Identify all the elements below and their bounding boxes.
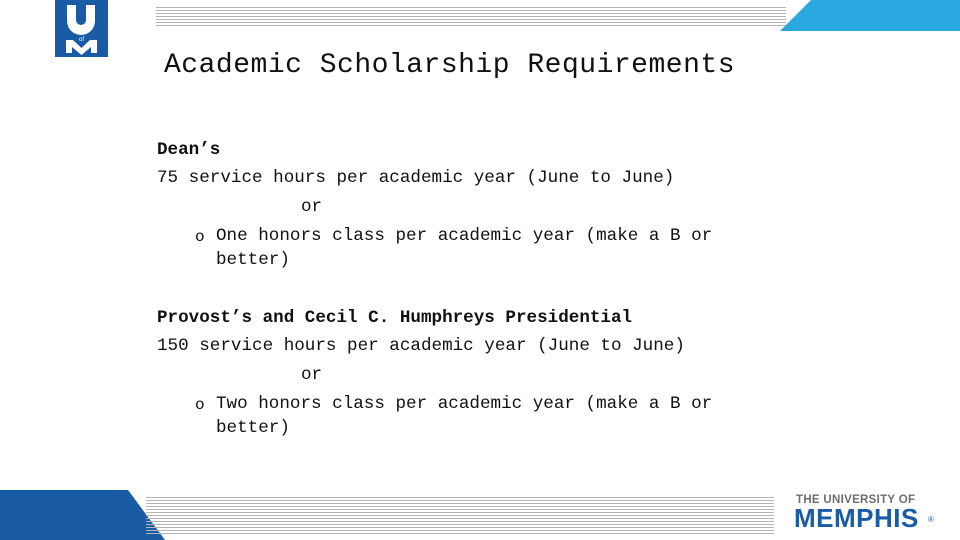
wordmark-memphis: MEMPHIS bbox=[794, 503, 919, 533]
alternative-line-continued: better) bbox=[216, 250, 290, 270]
bullet-marker: o bbox=[195, 396, 205, 414]
section-heading-provosts: Provost’s and Cecil C. Humphreys Presidential bbox=[157, 308, 633, 328]
alternative-line: Two honors class per academic year (make a B or bbox=[216, 394, 713, 414]
top-accent-shape bbox=[780, 0, 960, 31]
bottom-decorative-lines bbox=[146, 497, 774, 536]
bottom-accent-shape bbox=[0, 490, 165, 540]
alternative-line-continued: better) bbox=[216, 418, 290, 438]
alternative-line: One honors class per academic year (make a B or bbox=[216, 226, 713, 246]
page-title: Academic Scholarship Requirements bbox=[164, 50, 735, 81]
svg-text:of: of bbox=[78, 37, 85, 43]
or-connector: or bbox=[301, 197, 323, 217]
university-logo bbox=[55, 0, 108, 57]
top-decorative-lines bbox=[156, 7, 786, 28]
or-connector: or bbox=[301, 365, 323, 385]
registered-mark: ® bbox=[928, 515, 934, 524]
bullet-marker: o bbox=[195, 228, 205, 246]
section-requirement-deans: 75 service hours per academic year (June to June) bbox=[157, 168, 675, 188]
section-heading-deans: Dean’s bbox=[157, 140, 221, 160]
section-requirement-provosts: 150 service hours per academic year (June to June) bbox=[157, 336, 685, 356]
wordmark-university-of: THE UNIVERSITY OF bbox=[796, 494, 916, 506]
